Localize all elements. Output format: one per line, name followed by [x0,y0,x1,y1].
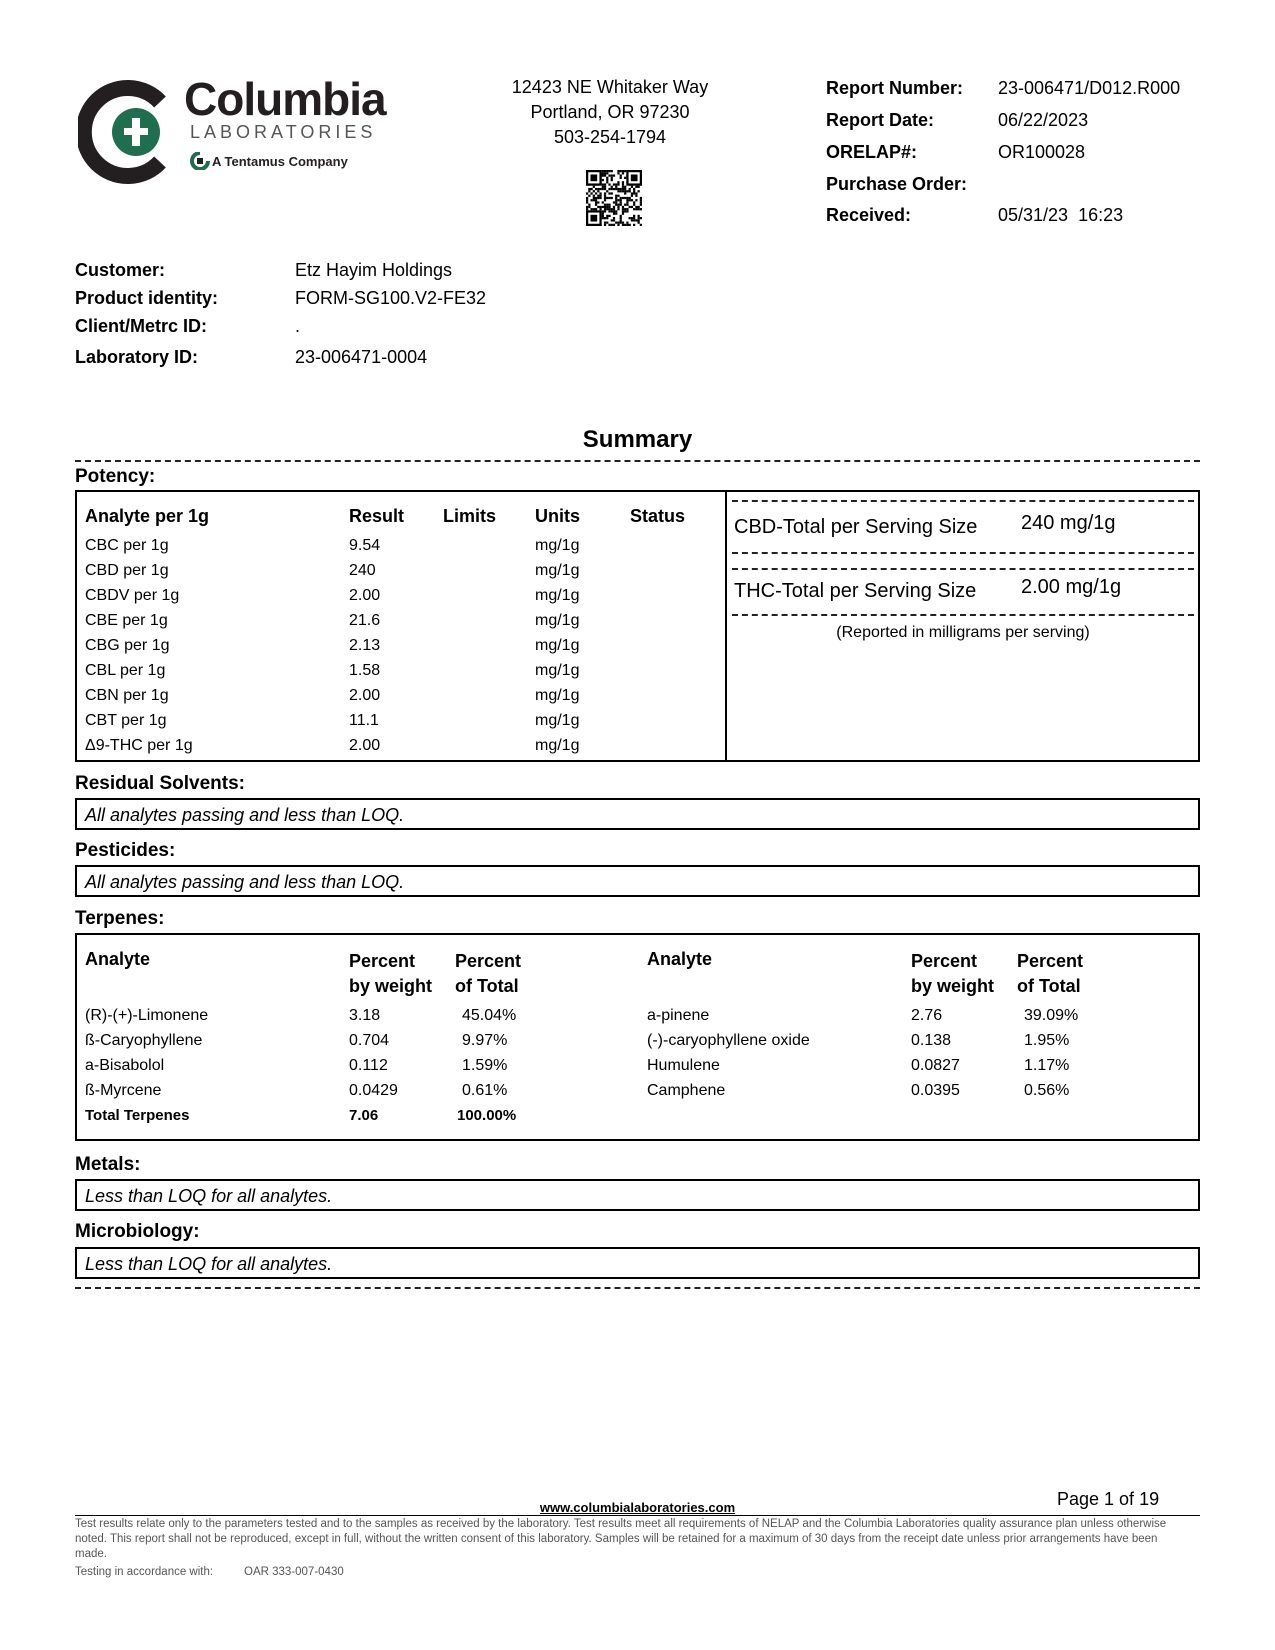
address-phone: 503-254-1794 [553,127,667,147]
divider [732,568,1194,570]
terpene-analyte-cell: ß-Caryophyllene [85,1032,203,1049]
terpene-analyte-cell: a-Bisabolol [85,1057,165,1074]
residual-box [75,798,1200,830]
col-status-header: Status [630,506,686,526]
potency-analyte-cell: Δ9-THC per 1g [85,737,193,754]
report-date: 06/22/2023 [998,110,1089,130]
terpene-analyte-cell: ß-Myrcene [85,1082,162,1099]
terp-total-header-2-line1: Percent [1017,951,1084,971]
potency-units-cell: mg/1g [535,737,580,754]
potency-analyte-cell: CBL per 1g [85,662,166,679]
divider [732,614,1194,616]
client-id: . [295,316,301,336]
potency-result-cell: 11.1 [349,712,379,729]
disclaimer: Test results relate only to the parameters tested and to the samples as received by the laboratory. Test results meet all requirements of NELAP and the Columbia Laboratories quality assurance plan unless otherwise noted. This report shall not be reproduced, except in full, without the written consent of this laboratory. Samples will be retained for a maximum of 30 days from the receipt date unless prior arrangements have been made. [75,1518,1167,1560]
terpene-analyte-cell: a-pinene [647,1007,710,1024]
terpene-total-cell: 0.56% [1024,1082,1070,1099]
terpene-analyte-cell: Camphene [647,1082,726,1099]
report-date-label: Report Date: [826,110,935,130]
laboratory-id: 23-006471-0004 [295,347,428,367]
address-line-1: 12423 NE Whitaker Way [511,77,709,97]
report-number: 23-006471/D012.R000 [998,78,1181,98]
summary-title: Summary [582,426,693,453]
terp-total-header [455,949,521,999]
received-label: Received: [826,205,912,225]
potency-units-cell: mg/1g [535,612,580,629]
logo-tagline: A Tentamus Company [212,154,348,169]
total-terpenes-weight: 7.06 [349,1107,379,1124]
potency-units-cell: mg/1g [535,662,580,679]
terp-analyte-header-2: Analyte [647,949,713,969]
purchase-order-label: Purchase Order: [826,174,968,194]
col-analyte-header: Analyte per 1g [85,506,210,526]
divider [75,1287,1200,1289]
terp-weight-header-2-line2: by weight [911,976,995,996]
potency-analyte-cell: CBC per 1g [85,537,169,554]
customer-name: Etz Hayim Holdings [295,260,453,280]
terpene-weight-cell: 3.18 [349,1007,381,1024]
potency-result-cell: 2.00 [349,737,381,754]
terpene-weight-cell: 0.112 [349,1057,388,1074]
divider [732,552,1194,554]
logo-subtitle: LABORATORIES [190,122,377,142]
tentamus-icon [190,152,210,170]
pesticides-result: All analytes passing and less than LOQ. [85,872,405,892]
terpenes-box [75,933,1200,1141]
product-identity-label: Product identity: [75,288,218,308]
thc-total-label: THC-Total per Serving Size [734,580,977,602]
potency-result-cell: 2.00 [349,687,381,704]
residual-result: All analytes passing and less than LOQ. [85,805,405,825]
report-number-label: Report Number: [826,78,964,98]
potency-units-cell: mg/1g [535,637,580,654]
terpene-analyte-cell: (R)-(+)-Limonene [85,1007,209,1024]
terpene-total-cell: 1.17% [1024,1057,1070,1074]
testing-label: Testing in accordance with: [75,1566,214,1578]
total-terpenes-pct: 100.00% [457,1107,517,1124]
terp-total-header-2 [1017,949,1083,999]
potency-result-cell: 21.6 [349,612,381,629]
potency-analyte-cell: CBE per 1g [85,612,168,629]
micro-box [75,1247,1200,1279]
logo-wordmark: Columbia [184,73,386,125]
col-result-header: Result [349,506,405,526]
potency-analyte-cell: CBT per 1g [85,712,167,729]
pesticides-title: Pesticides: [75,840,176,861]
website-link[interactable]: www.columbialaboratories.com [539,1500,736,1515]
potency-units-cell: mg/1g [535,537,580,554]
potency-result-cell: 240 [349,562,376,579]
address-line-2: Portland, OR 97230 [530,102,690,122]
terp-total-header-line1: Percent [455,951,522,971]
terpene-weight-cell: 2.76 [911,1007,943,1024]
terpene-total-cell: 39.09% [1024,1007,1079,1024]
potency-divider [725,492,727,760]
terp-total-header-line2: of Total [455,976,519,996]
orelap-label: ORELAP#: [826,142,918,162]
logo-mark-icon [78,80,182,184]
terp-weight-header-line1: Percent [349,951,416,971]
potency-units-cell: mg/1g [535,687,580,704]
terpene-weight-cell: 0.0429 [349,1082,398,1099]
received-date: 05/31/23 16:23 [998,205,1124,225]
divider [75,460,1200,462]
product-identity: FORM-SG100.V2-FE32 [295,288,487,308]
terp-total-header-2-line2: of Total [1017,976,1081,996]
terpenes-title: Terpenes: [75,908,165,929]
terp-weight-header-2 [911,949,994,999]
col-limits-header: Limits [443,506,497,526]
customer-label: Customer: [75,260,166,280]
potency-analyte-cell: CBD per 1g [85,562,169,579]
terpene-total-cell: 45.04% [462,1007,517,1024]
potency-analyte-cell: CBN per 1g [85,687,169,704]
company-logo [78,72,408,192]
micro-result: Less than LOQ for all analytes. [85,1254,333,1274]
pesticides-box [75,865,1200,897]
metals-box [75,1179,1200,1211]
terp-weight-header-line2: by weight [349,976,433,996]
orelap-number: OR100028 [998,142,1086,162]
laboratory-id-label: Laboratory ID: [75,347,199,367]
potency-title: Potency: [75,466,156,487]
micro-title: Microbiology: [75,1221,200,1242]
cbd-total-label: CBD-Total per Serving Size [734,516,978,538]
testing-value: OAR 333-007-0430 [244,1566,344,1578]
potency-result-cell: 2.00 [349,587,381,604]
terp-analyte-header: Analyte [85,949,151,969]
potency-result-cell: 2.13 [349,637,381,654]
terpene-weight-cell: 0.0827 [911,1057,960,1074]
qr-code-icon [586,170,642,226]
terpene-total-cell: 1.59% [462,1057,508,1074]
terpene-weight-cell: 0.704 [349,1032,390,1049]
potency-analyte-cell: CBDV per 1g [85,587,180,604]
potency-units-cell: mg/1g [535,712,580,729]
serving-note: (Reported in milligrams per serving) [836,624,1090,641]
terpene-analyte-cell: (-)-caryophyllene oxide [647,1032,810,1049]
potency-analyte-cell: CBG per 1g [85,637,170,654]
client-id-label: Client/Metrc ID: [75,316,208,336]
metals-result: Less than LOQ for all analytes. [85,1186,333,1206]
residual-title: Residual Solvents: [75,773,245,794]
total-terpenes-label: Total Terpenes [85,1107,190,1124]
cbd-total-value: 240 mg/1g [1021,512,1116,534]
divider [732,500,1194,502]
terpene-total-cell: 9.97% [462,1032,508,1049]
potency-units-cell: mg/1g [535,587,580,604]
metals-title: Metals: [75,1154,141,1175]
terpene-analyte-cell: Humulene [647,1057,720,1074]
footer-rule [75,1515,1200,1516]
potency-box [75,490,1200,762]
potency-units-cell: mg/1g [535,562,580,579]
terp-weight-header-2-line1: Percent [911,951,978,971]
terpene-total-cell: 1.95% [1024,1032,1070,1049]
page-number: Page 1 of 19 [1057,1489,1160,1509]
terpene-total-cell: 0.61% [462,1082,508,1099]
terpene-weight-cell: 0.138 [911,1032,952,1049]
potency-result-cell: 9.54 [349,537,381,554]
terpene-weight-cell: 0.0395 [911,1082,960,1099]
thc-total-value: 2.00 mg/1g [1021,576,1122,598]
potency-result-cell: 1.58 [349,662,381,679]
lab-address [460,75,760,150]
col-units-header: Units [535,506,580,526]
terp-weight-header [349,949,432,999]
